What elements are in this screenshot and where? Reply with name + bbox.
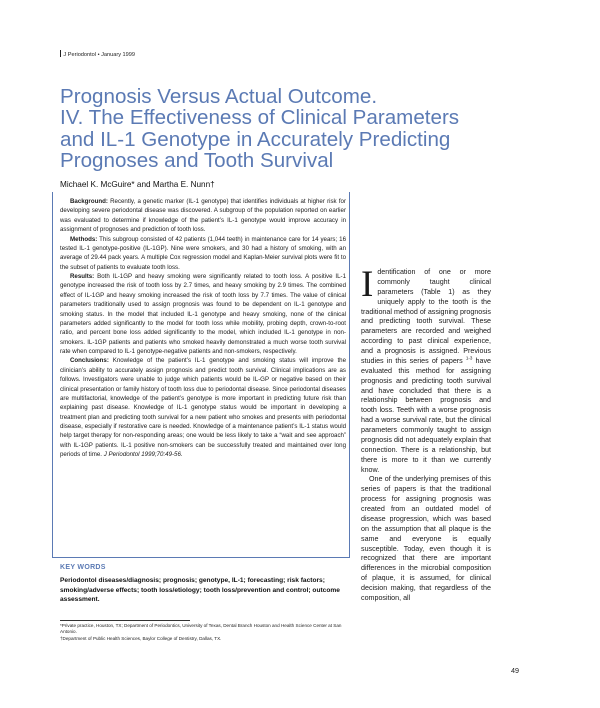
drop-cap: I — [361, 264, 374, 305]
methods-label: Methods: — [70, 235, 98, 243]
citation: J Periodontol 1999;70:49-56. — [103, 451, 183, 459]
footnote-rule — [60, 620, 190, 621]
conclusions-label: Conclusions: — [70, 357, 109, 365]
abstract-conclusions — [60, 356, 346, 459]
title-line-1: Prognosis Versus Actual Outcome. — [60, 85, 378, 108]
methods-text: This subgroup consisted of 42 patients (1,044 teeth) in maintenance care for 14 years; 16 tested IL-1 genotype-positive (IL-1GP). Nine were smokers, and 30 had a history of smoking, with an average of 29.44 pack years. A multiple Cox regression model and Kaplan-Meier survival plots were fit to the subset of patients to evaluate tooth loss. — [60, 235, 346, 271]
body-p1-text-a: dentification of one or more commonly taught clinical parameters (Table 1) as they uniquely apply to the tooth is the traditional method of assigning prognosis and predicting tooth survival. These parameters are recorded and weighed according to past clinical experience, and a prognosis is assigned. Previous studies in this series of papers — [361, 268, 491, 365]
article-title — [60, 86, 540, 171]
abstract-methods — [60, 235, 346, 273]
running-head-bar — [60, 50, 61, 57]
abstract-results — [60, 272, 346, 356]
authors: Michael K. McGuire* and Martha E. Nunn† — [60, 180, 215, 189]
abstract-background — [60, 197, 346, 235]
page-number: 49 — [511, 666, 519, 675]
body-paragraph-2: One of the underlying premises of this series of papers is that the traditional process for assigning prognosis was created from an outdated model of disease progression, which was based on the assumption that all plaque is the same and everyone is equally susceptible. Today, even though it is recognized that there are important differences in the microbial composition of plaque, it is assumed, for clinical decision making, that regardless of the composition, all — [361, 475, 491, 602]
abstract — [60, 197, 346, 460]
running-head-text: J Periodontol • January 1999 — [63, 52, 136, 58]
body-p1-text-b: have evaluated this method for assigning prognosis and predicting tooth survival and have concluded that there is a relationship between prognosis and tooth loss. Teeth with a worse prognosis had a worse survival rate, but the clinical parameters commonly taught to assign prognosis did not adequately explain that connection. There is a relationship, but there is more to it than we currently know. — [361, 356, 491, 474]
body-column — [361, 264, 491, 604]
background-text: Recently, a genetic marker (IL-1 genotype) that identifies individuals at higher risk for developing severe periodontal disease was discovered. A subgroup of the population reported on earlier was evaluated to determine if knowledge of the patient’s IL-1 genotype would improve accuracy in assignment of prognoses and prediction of tooth loss. — [60, 198, 346, 234]
keywords-heading: KEY WORDS — [60, 564, 106, 571]
results-text: Both IL-1GP and heavy smoking were significantly related to tooth loss. A positive IL-1 genotype increased the risk of tooth loss by 2.7 times, and heavy smoking by 2.9 times. The combined effect of IL-1GP and heavy smoking increased the risk of tooth loss by 7.7 times. The value of clinical parameters traditionally used to assign prognosis was found to be dependent on IL-1 genotype and smoking status. In the model that included IL-1 genotype and heavy smoking, none of the clinical parameters added significantly to the model for tooth loss while mobility, probing depth, crown-to-root ratio, and percent bone loss added significantly to the model, which included IL-1 genotype in non-smokers. IL-1GP patients and patients who smoked heavily demonstrated a much worse tooth survival rate when compared to IL-1 genotype-negative patients and non-smokers, respectively. — [60, 273, 346, 355]
conclusions-text: Knowledge of the patient’s IL-1 genotype and smoking status will improve the clinician’s ability to accurately assign prognosis and predict tooth survival. Clinical implications are as follows. Investigators were unable to judge which patients would be IL-GP or negative based on their clinical presentation or family history of tooth loss due to periodontal disease. Since periodontal diseases are multifactorial, knowledge of the patient’s genotype is more important in predicting future risk than explaining past disease. Knowledge of IL-1 genotype status would be important in developing a treatment plan and predicting tooth survival for a new patient who smokes and presents with periodontal disease, especially if restorative care is needed. Knowledge of a maintenance patient’s IL-1 status would help target therapy for non-responding areas; one would be less likely to take a “wait and see approach” with IL-1GP patients. IL-1 positive non-smokers can be successfully treated and maintained over long periods of time. — [60, 357, 346, 459]
body-paragraph-1 — [361, 264, 491, 475]
background-label: Background: — [70, 198, 108, 205]
title-line-4: Prognoses and Tooth Survival — [60, 148, 334, 172]
running-head — [60, 50, 135, 58]
keywords-text: Periodontol diseases/diagnosis; prognosis; genotype, IL-1; forecasting; risk factors; smoking/adverse effects; tooth loss/etiology; tooth loss/prevention and control; outcome assessment. — [60, 577, 340, 604]
title-line-3: and IL-1 Genotype in Accurately Predicting — [60, 127, 451, 151]
footnote-2: †Department of Public Health Sciences, Baylor College of Dentistry, Dallas, TX. — [60, 635, 222, 641]
footnotes — [60, 623, 350, 642]
reference-superscript: 1-3 — [465, 355, 473, 361]
footnote-1: *Private practice, Houston, TX; Department of Periodontics, University of Texas, Dental Branch Houston and Health Science Center at San Antonio. — [60, 623, 342, 635]
results-label: Results: — [70, 273, 95, 280]
title-line-2: IV. The Effectiveness of Clinical Parameters — [60, 106, 460, 130]
